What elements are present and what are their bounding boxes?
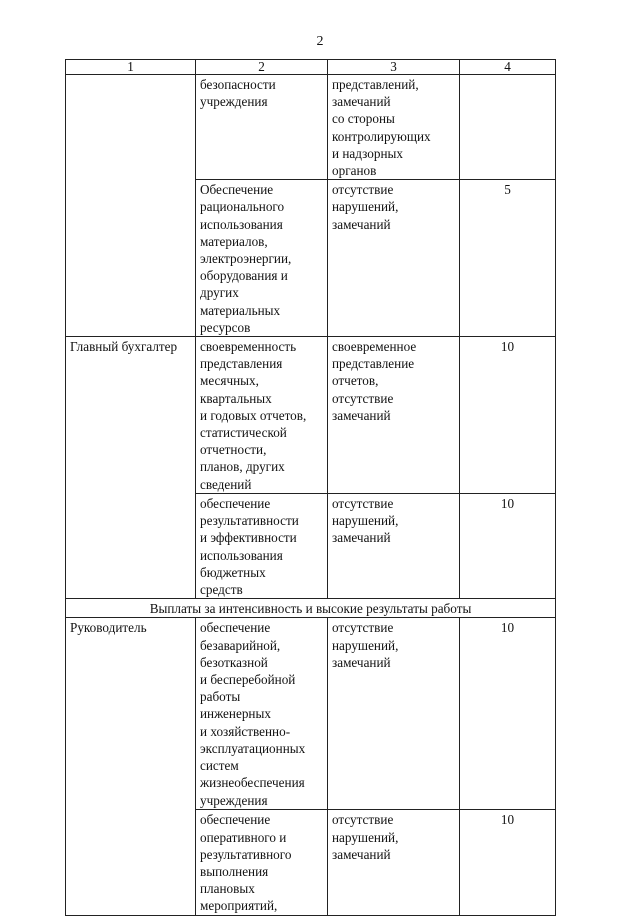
column-header: 1 [66, 60, 196, 75]
condition-cell: отсутствие нарушений, замечаний [328, 618, 460, 810]
criterion-cell: обеспечение результативности и эффективности использования бюджетных средств [196, 494, 328, 599]
page-number: 2 [316, 34, 324, 49]
criterion-cell: своевременность представления месячных, квартальных и годовых отчетов, статистической отчетности, планов, других сведений [196, 337, 328, 494]
criterion-cell: обеспечение оперативного и результативного выполнения плановых мероприятий, [196, 810, 328, 915]
table-header-row [66, 60, 556, 75]
position-cell [66, 75, 196, 337]
condition-cell: отсутствие нарушений, замечаний [328, 810, 460, 915]
condition-cell: отсутствие нарушений, замечаний [328, 180, 460, 337]
table-row [66, 337, 556, 494]
condition-cell: отсутствие нарушений, замечаний [328, 494, 460, 599]
table-row [66, 618, 556, 810]
section-row [66, 599, 556, 618]
condition-cell: представлений, замечаний со стороны контролирующих и надзорных органов [328, 75, 460, 180]
position-cell: Главный бухгалтер [66, 337, 196, 599]
section-title: Выплаты за интенсивность и высокие результаты работы [66, 599, 556, 618]
score-cell [460, 75, 556, 180]
criterion-cell: Обеспечение рационального использования материалов, электроэнергии, оборудования и других материальных ресурсов [196, 180, 328, 337]
column-header: 2 [196, 60, 328, 75]
score-cell: 10 [460, 494, 556, 599]
column-header: 3 [328, 60, 460, 75]
position-cell: Руководитель [66, 618, 196, 915]
criteria-table [65, 59, 556, 916]
criterion-cell: безопасности учреждения [196, 75, 328, 180]
criterion-cell: обеспечение безаварийной, безотказной и бесперебойной работы инженерных и хозяйственно- эксплуатационных систем жизнеобеспечения учреждения [196, 618, 328, 810]
table-row [66, 75, 556, 180]
condition-cell: своевременное представление отчетов, отсутствие замечаний [328, 337, 460, 494]
score-cell: 10 [460, 618, 556, 810]
score-cell: 10 [460, 810, 556, 915]
column-header: 4 [460, 60, 556, 75]
score-cell: 5 [460, 180, 556, 337]
score-cell: 10 [460, 337, 556, 494]
